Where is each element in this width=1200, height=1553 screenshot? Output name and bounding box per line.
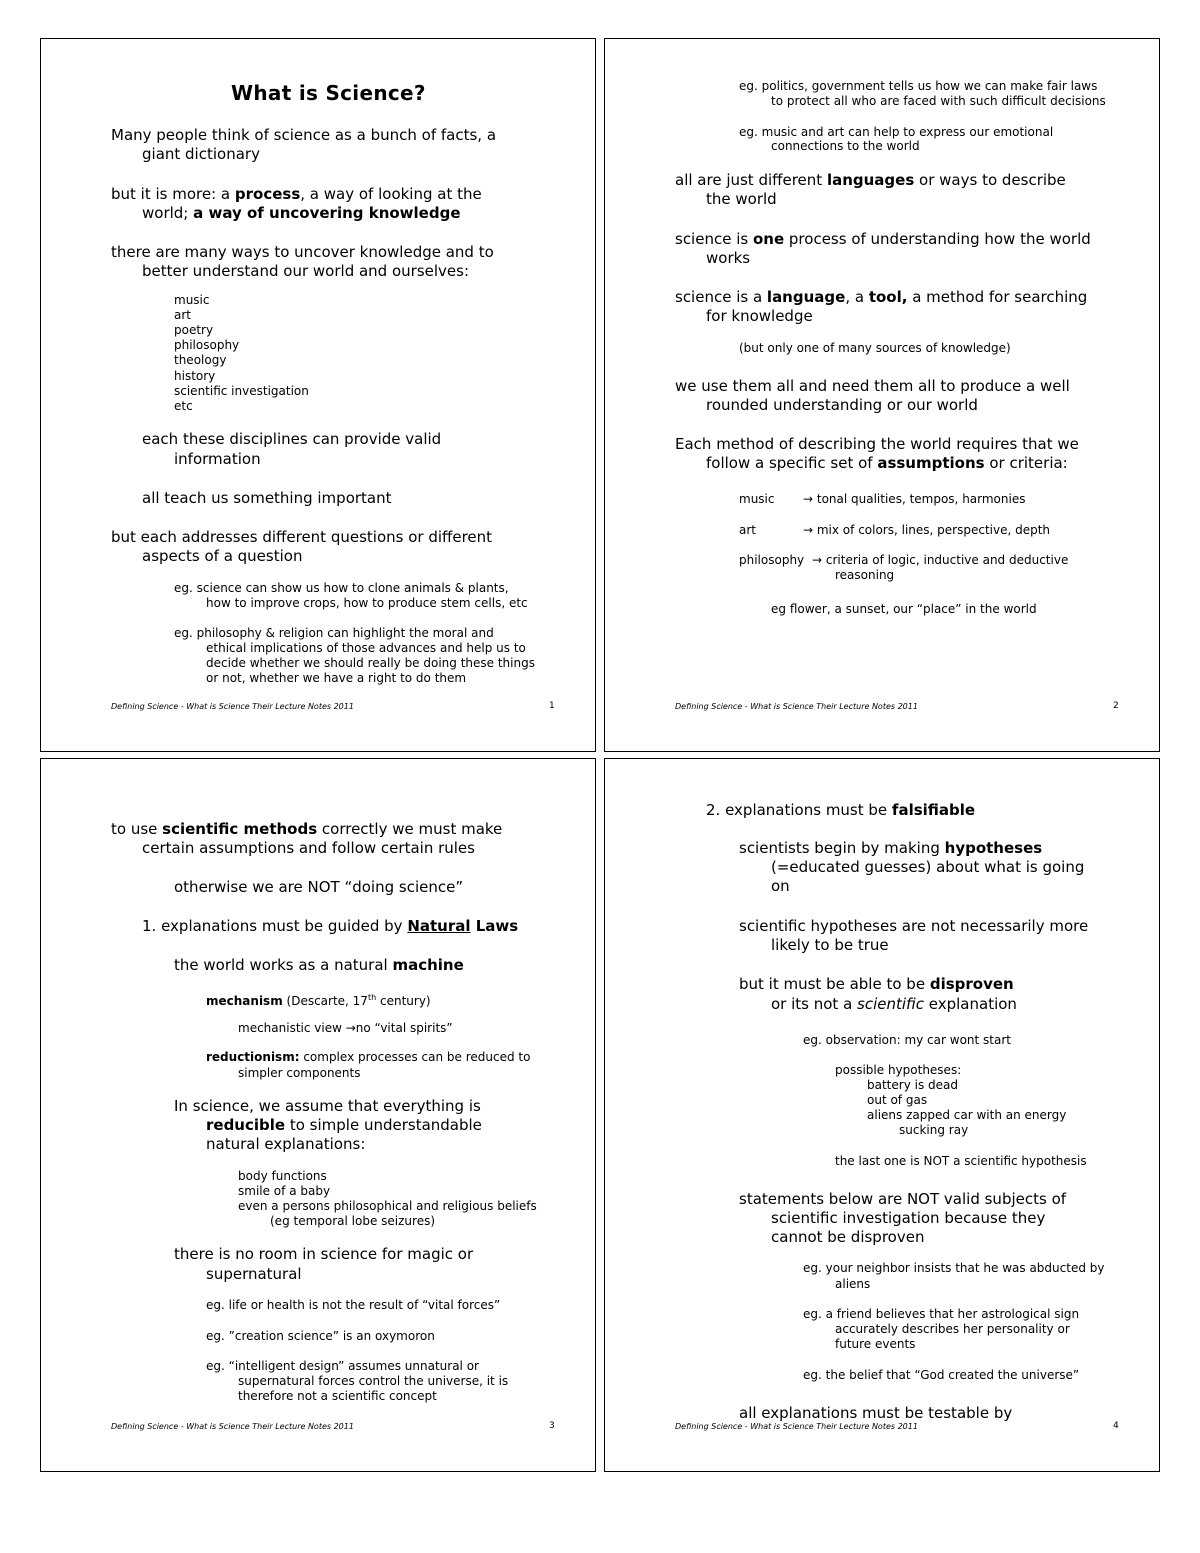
paragraph: on [771,877,790,895]
paragraph: world; a way of uncovering knowledge [142,204,461,222]
paragraph: scientists begin by making hypotheses [739,839,1043,857]
concept: reductionism: complex processes can be reduced to [206,1050,531,1064]
paragraph: follow a specific set of assumptions or criteria: [706,454,1068,472]
paragraph: aspects of a question [142,547,303,565]
paragraph: In science, we assume that everything is [174,1097,481,1115]
example: eg flower, a sunset, our “place” in the world [771,602,1037,616]
paragraph: statements below are NOT valid subjects of [739,1190,1067,1208]
paragraph: (=educated guesses) about what is going [771,858,1085,876]
slide-title: What is Science? [231,81,426,105]
example: future events [835,1337,916,1351]
example: eg. “intelligent design” assumes unnatural or [206,1359,479,1373]
rule-heading: 1. explanations must be guided by Natural Laws [142,917,519,935]
example: how to improve crops, how to produce stem cells, etc [206,596,528,610]
paragraph: cannot be disproven [771,1228,925,1246]
rule-heading: 2. explanations must be falsifiable [706,801,976,819]
paragraph: all are just different languages or ways to describe [675,171,1066,189]
paragraph: scientific hypotheses are not necessarily more [739,917,1089,935]
criteria-value: reasoning [835,568,895,582]
paragraph: otherwise we are NOT “doing science” [174,878,464,896]
example: eg. music and art can help to express our emotional [739,125,1054,139]
example: eg. the belief that “God created the universe” [803,1368,1080,1382]
example: to protect all who are faced with such difficult decisions [771,94,1106,108]
list-item: art [174,308,191,322]
page-number: 1 [549,701,555,711]
list-item: sucking ray [899,1123,969,1137]
paragraph: we use them all and need them all to produce a well [675,377,1070,395]
list-item: smile of a baby [238,1184,331,1198]
paragraph: giant dictionary [142,145,260,163]
list-item: philosophy [174,338,240,352]
concept: mechanism (Descarte, 17th century) [206,993,431,1008]
example: eg. a friend believes that her astrological sign [803,1307,1080,1321]
criteria-key: art [739,523,756,537]
concept: mechanistic view →no “vital spirits” [238,1021,453,1035]
paragraph: natural explanations: [206,1135,366,1153]
paragraph: all explanations must be testable by [739,1404,1013,1422]
list-item: out of gas [867,1093,928,1107]
example: the last one is NOT a scientific hypothesis [835,1154,1087,1168]
example: eg. life or health is not the result of “vital forces” [206,1298,501,1312]
slide-footer: Defining Science - What is Science Their Lecture Notes 2011 [675,702,918,711]
list-item: body functions [238,1169,327,1183]
page-number: 2 [1113,701,1119,711]
example: possible hypotheses: [835,1063,962,1077]
list-item: etc [174,399,193,413]
slide-footer: Defining Science - What is Science Their Lecture Notes 2011 [675,1422,918,1431]
example: decide whether we should really be doing these things [206,656,535,670]
note: (but only one of many sources of knowledge) [739,341,1011,355]
paragraph: each these disciplines can provide valid [142,430,442,448]
example: eg. your neighbor insists that he was abducted by [803,1261,1105,1275]
paragraph: scientific investigation because they [771,1209,1046,1227]
paragraph: works [706,249,751,267]
list-item: scientific investigation [174,384,309,398]
example: eg. science can show us how to clone animals & plants, [174,581,509,595]
paragraph: information [174,450,261,468]
example: accurately describes her personality or [835,1322,1070,1336]
page-number: 3 [549,1421,555,1431]
example: eg. observation: my car wont start [803,1033,1011,1047]
page-number: 4 [1113,1421,1119,1431]
example: connections to the world [771,139,920,153]
paragraph: or its not a scientific explanation [771,995,1017,1013]
criteria-value: → tonal qualities, tempos, harmonies [803,492,1026,506]
slide-3 [40,758,596,1472]
example: eg. ”creation science” is an oxymoron [206,1329,435,1343]
example: eg. politics, government tells us how we can make fair laws [739,79,1098,93]
list-item: even a persons philosophical and religious beliefs [238,1199,537,1213]
list-item: theology [174,353,227,367]
example: supernatural forces control the universe, it is [238,1374,509,1388]
paragraph: reducible to simple understandable [206,1116,482,1134]
example: therefore not a scientific concept [238,1389,437,1403]
paragraph: likely to be true [771,936,889,954]
slide-footer: Defining Science - What is Science Their Lecture Notes 2011 [111,702,354,711]
list-item: poetry [174,323,214,337]
paragraph: there are many ways to uncover knowledge and to [111,243,494,261]
paragraph: but it is more: a process, a way of looking at the [111,185,482,203]
paragraph: better understand our world and ourselves: [142,262,470,280]
list-item: battery is dead [867,1078,958,1092]
criteria-key: music [739,492,775,506]
criteria-value: → criteria of logic, inductive and deductive [812,553,1069,567]
example: or not, whether we have a right to do them [206,671,467,685]
example: aliens [835,1277,871,1291]
paragraph: but it must be able to be disproven [739,975,1014,993]
paragraph: supernatural [206,1265,302,1283]
slide-2 [604,38,1160,752]
slide-footer: Defining Science - What is Science Their Lecture Notes 2011 [111,1422,354,1431]
paragraph: there is no room in science for magic or [174,1245,474,1263]
paragraph: for knowledge [706,307,813,325]
slide-4 [604,758,1160,1472]
criteria-key: philosophy [739,553,805,567]
paragraph: the world [706,190,777,208]
concept: simpler components [238,1066,361,1080]
paragraph: Each method of describing the world requires that we [675,435,1079,453]
list-item: aliens zapped car with an energy [867,1108,1067,1122]
paragraph: to use scientific methods correctly we must make [111,820,503,838]
criteria-value: → mix of colors, lines, perspective, depth [803,523,1051,537]
paragraph: science is one process of understanding how the world [675,230,1091,248]
paragraph: certain assumptions and follow certain rules [142,839,475,857]
paragraph: the world works as a natural machine [174,956,464,974]
list-item: music [174,293,210,307]
paragraph: science is a language, a tool, a method for searching [675,288,1088,306]
example: ethical implications of those advances and help us to [206,641,526,655]
slide-1 [40,38,596,752]
list-item: history [174,369,216,383]
paragraph: all teach us something important [142,489,392,507]
paragraph: but each addresses different questions or different [111,528,493,546]
paragraph: rounded understanding or our world [706,396,978,414]
list-item: (eg temporal lobe seizures) [270,1214,436,1228]
example: eg. philosophy & religion can highlight the moral and [174,626,494,640]
paragraph: Many people think of science as a bunch of facts, a [111,126,497,144]
